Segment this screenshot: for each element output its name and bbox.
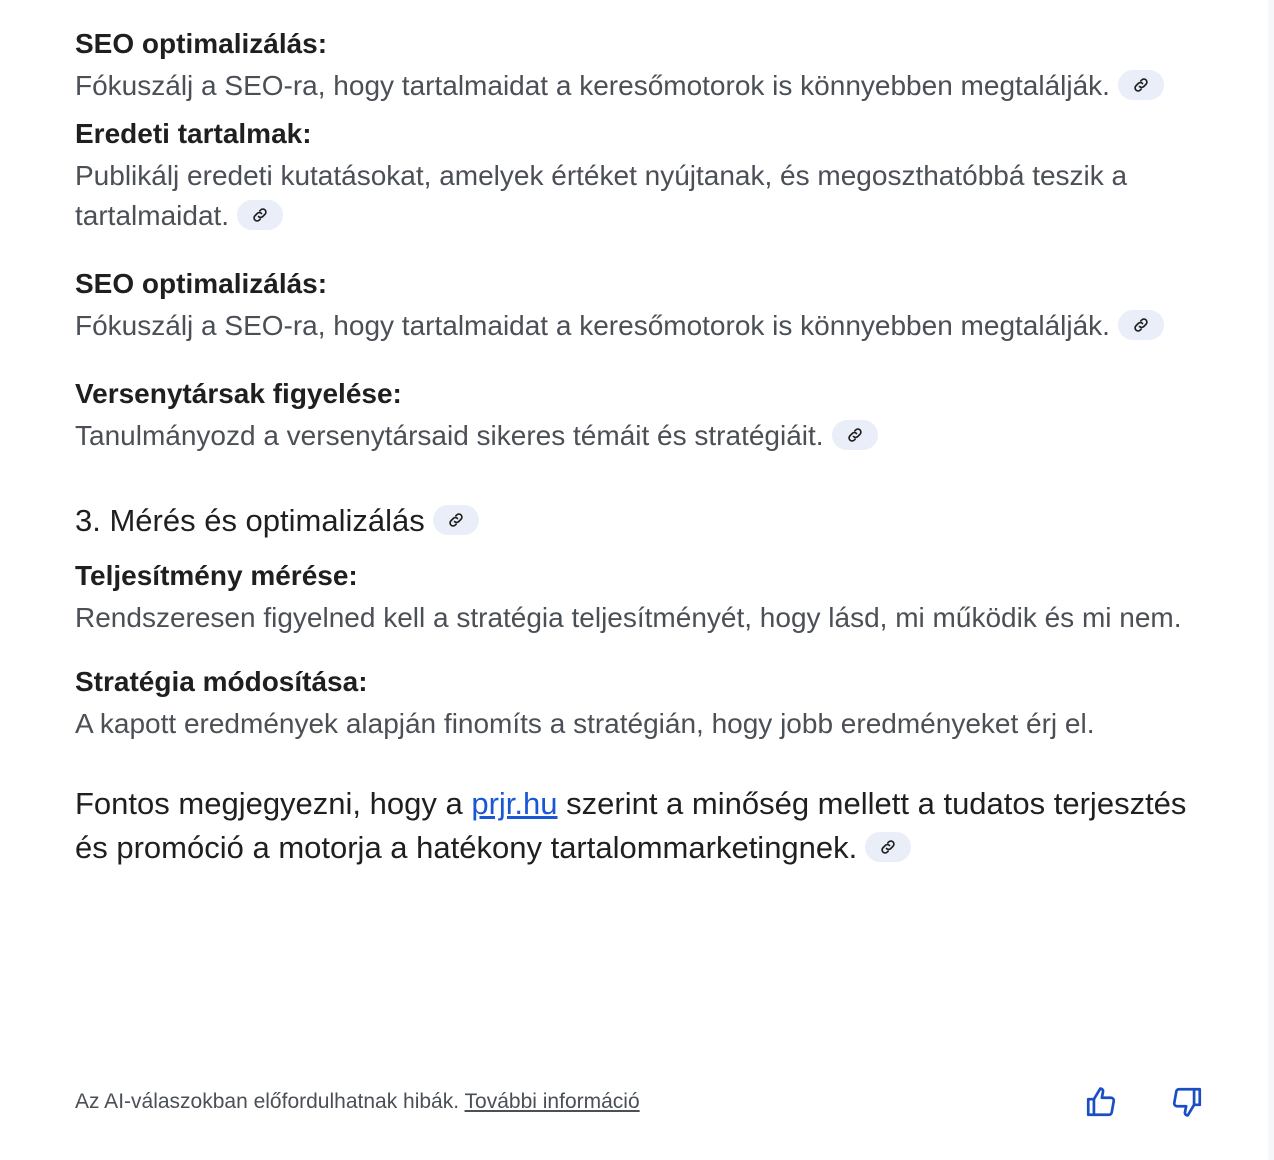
section-text-content: Publikálj eredeti kutatásokat, amelyek értéket nyújtanak, és megoszthatóbbá teszik a tartalmaidat. xyxy=(75,160,1128,231)
summary-paragraph xyxy=(75,782,1215,870)
section-heading: Teljesítmény mérése: xyxy=(75,560,358,591)
section-text-content: Fókuszálj a SEO-ra, hogy tartalmaidat a keresőmotorok is könnyebben megtalálják. xyxy=(75,70,1110,101)
thumbs-down-icon xyxy=(1170,1085,1204,1119)
scroll-edge xyxy=(1268,0,1274,1160)
disclaimer xyxy=(75,1090,640,1114)
link-icon xyxy=(879,838,897,856)
section-original-content xyxy=(75,112,1215,236)
feedback-buttons xyxy=(1083,1084,1205,1120)
source-link-chip[interactable] xyxy=(832,420,878,450)
section-competitors xyxy=(75,372,1215,456)
section-text-content: Fókuszálj a SEO-ra, hogy tartalmaidat a keresőmotorok is könnyebben megtalálják. xyxy=(75,310,1110,341)
link-icon xyxy=(846,426,864,444)
source-link-chip[interactable] xyxy=(1118,310,1164,340)
section-3-title xyxy=(75,498,1215,544)
thumbs-up-button[interactable] xyxy=(1083,1084,1119,1120)
source-link-prjr[interactable]: prjr.hu xyxy=(471,786,558,821)
ai-overview-footer xyxy=(75,1085,1205,1119)
section-heading: SEO optimalizálás: xyxy=(75,28,328,59)
section-text xyxy=(75,416,1215,456)
section-text xyxy=(75,66,1215,106)
thumbs-down-button[interactable] xyxy=(1169,1084,1205,1120)
section-text xyxy=(75,306,1215,346)
more-info-link[interactable]: További információ xyxy=(464,1090,640,1113)
link-icon xyxy=(447,511,465,529)
disclaimer-text: Az AI-válaszokban előfordulhatnak hibák. xyxy=(75,1090,460,1113)
section-heading: SEO optimalizálás: xyxy=(75,268,328,299)
section-performance xyxy=(75,554,1215,638)
link-icon xyxy=(1132,316,1150,334)
section-text: Rendszeresen figyelned kell a stratégia teljesítményét, hogy lásd, mi működik és mi nem. xyxy=(75,602,1182,633)
section-text-content: Tanulmányozd a versenytársaid sikeres témáit és stratégiáit. xyxy=(75,420,824,451)
summary-text-before: Fontos megjegyezni, hogy a xyxy=(75,786,472,821)
thumbs-up-icon xyxy=(1084,1085,1118,1119)
source-link-chip[interactable] xyxy=(1118,70,1164,100)
source-link-chip[interactable] xyxy=(237,200,283,230)
link-icon xyxy=(1132,76,1150,94)
section-heading: Versenytársak figyelése: xyxy=(75,378,402,409)
section-strategy-change xyxy=(75,660,1215,744)
section-text xyxy=(75,156,1215,236)
link-icon xyxy=(251,206,269,224)
section-heading: Eredeti tartalmak: xyxy=(75,118,312,149)
section-3-title-text: 3. Mérés és optimalizálás xyxy=(75,503,425,538)
section-heading: Stratégia módosítása: xyxy=(75,666,368,697)
section-seo-2 xyxy=(75,262,1215,346)
section-seo-1 xyxy=(75,22,1215,106)
source-link-chip[interactable] xyxy=(865,832,911,862)
source-link-chip[interactable] xyxy=(433,505,479,535)
section-text: A kapott eredmények alapján finomíts a stratégián, hogy jobb eredményeket érj el. xyxy=(75,708,1095,739)
summary-text-after: szerint a minőség mellett a tudatos terjesztés és promóció a motorja a hatékony tartalommarketingnek. xyxy=(75,786,1187,865)
ai-overview-content xyxy=(75,22,1215,870)
